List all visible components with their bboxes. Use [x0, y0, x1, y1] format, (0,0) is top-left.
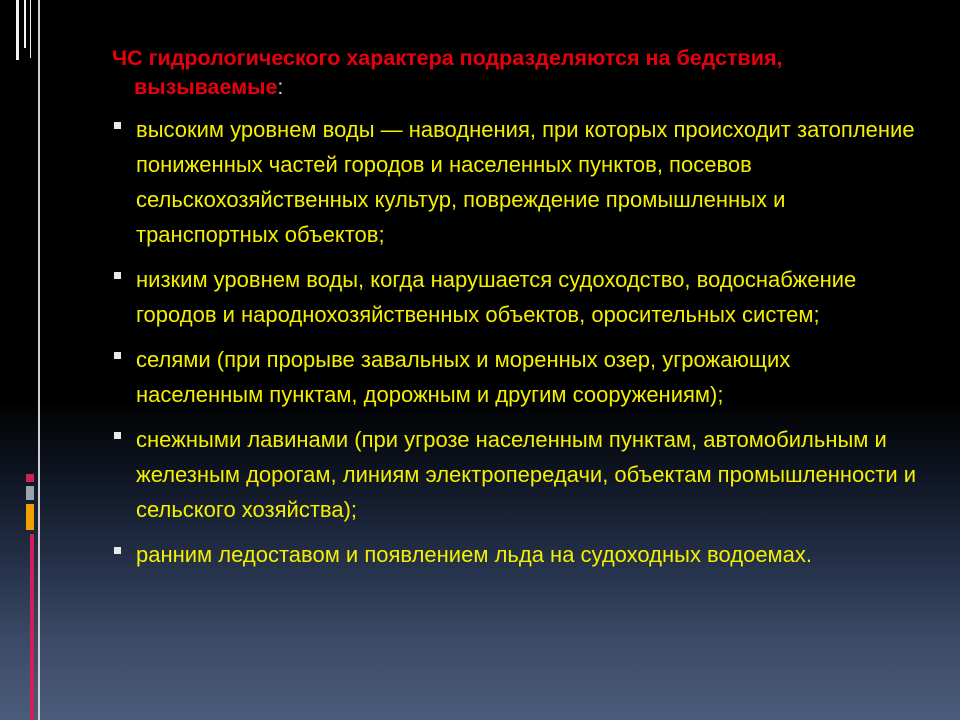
deco-block-pink [26, 474, 34, 482]
deco-block-pink-long [30, 534, 34, 720]
deco-line [38, 0, 40, 720]
list-item-text: снежными лавинами (при угрозе населенным пунктам, автомобильным и железным дорогам, линиям электропередачи, объектам промышленности и сельского хозяйства); [136, 427, 917, 522]
deco-line [30, 0, 31, 58]
heading-line2: вызываемые [134, 75, 278, 99]
list-item [112, 422, 922, 527]
bullet-icon [114, 352, 121, 359]
list-item-text: селями (при прорыве завальных и моренных озер, угрожающих населенным пунктам, дорожным и другим сооружениям); [136, 347, 791, 407]
bullet-icon [114, 122, 121, 129]
deco-line [24, 0, 26, 48]
bullet-icon [114, 272, 121, 279]
list-item [112, 537, 922, 572]
heading-line2-wrap [112, 73, 922, 102]
list-item [112, 112, 922, 252]
heading-main: ЧС гидрологического характера подразделяются на бедствия, [112, 46, 783, 70]
list-item-text: высоким уровнем воды — наводнения, при которых происходит затопление пониженных частей городов и населенных пунктов, посевов сельскохозяйственных культур, повреждение промышленных и транспортных объектов; [136, 117, 915, 247]
deco-block-grey [26, 486, 34, 500]
bullet-list [112, 112, 922, 572]
list-item-text: низким уровнем воды, когда нарушается судоходство, водоснабжение городов и народнохозяйственных объектов, оросительных систем; [136, 267, 857, 327]
bullet-icon [114, 547, 121, 554]
deco-block-orange [26, 504, 34, 530]
bullet-icon [114, 432, 121, 439]
slide-heading [112, 44, 922, 102]
list-item-text: ранним ледоставом и появлением льда на судоходных водоемах. [136, 542, 813, 567]
heading-colon: : [277, 75, 284, 99]
deco-line [16, 0, 19, 60]
slide-content [112, 44, 922, 664]
list-item [112, 342, 922, 412]
list-item [112, 262, 922, 332]
